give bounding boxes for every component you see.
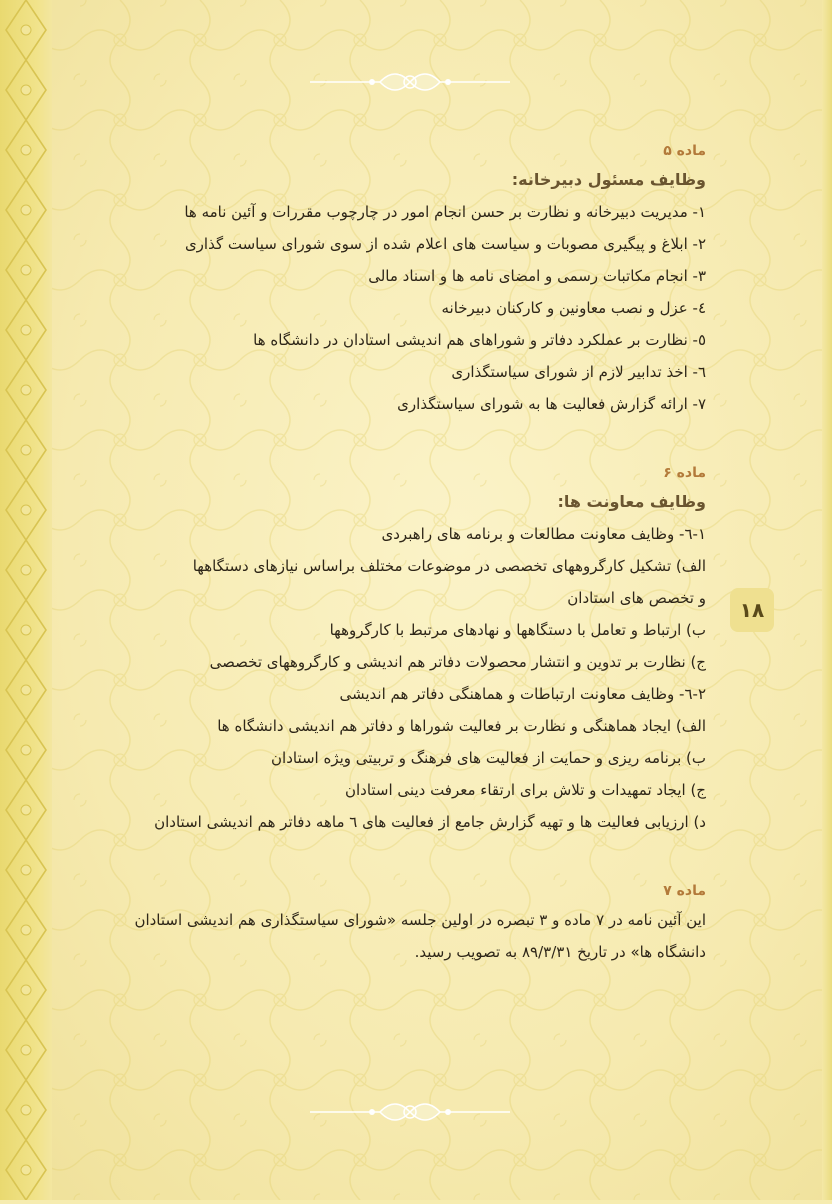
article-6-item: د) ارزیابی فعالیت ها و تهیه گزارش جامع از فعالیت های ٦ ماهه دفاتر هم اندیشی استادان [154,813,706,831]
page-number-tab: ۱۸ [730,588,774,632]
article-6-item: و تخصص های استادان [567,589,706,607]
article-7-text: این آئین نامه در ۷ ماده و ۳ تبصره در اولین جلسه «شورای سیاستگذاری هم اندیشی استادان دانشگاه ها» در تاریخ ۸۹/۳/۳۱ به تصویب رسید. [134,911,706,961]
article-6-item: ۲-٦- وظایف معاونت ارتباطات و هماهنگی دفاتر هم اندیشی [339,685,706,703]
article-5-item: ۱- مدیریت دبیرخانه و نظارت بر حسن انجام امور در چارچوب مقررات و آئین نامه ها [184,203,706,221]
article-6-title: ماده ۶ [663,465,706,481]
top-ornament-divider [310,62,510,102]
article-5-item: ٤- عزل و نصب معاونین و کارکنان دبیرخانه [441,299,706,317]
right-edge-band [822,0,832,1200]
article-6-item: ج) نظارت بر تدوین و انتشار محصولات دفاتر هم اندیشی و کارگروههای تخصصی [209,653,706,671]
article-6-item: الف) ایجاد هماهنگی و نظارت بر فعالیت شوراها و دفاتر هم اندیشی دانشگاه ها [217,717,706,735]
left-border-band [0,0,52,1200]
article-6-heading: وظایف معاونت ها: [557,492,706,511]
article-5-item: ٥- نظارت بر عملکرد دفاتر و شوراهای هم اندیشی استادان در دانشگاه ها [253,331,706,349]
article-5-item: ۳- انجام مکاتبات رسمی و امضای نامه ها و اسناد مالی [368,267,706,285]
article-6-item: ب) ارتباط و تعامل با دستگاهها و نهادهای مرتبط با کارگروهها [329,621,706,639]
left-border-pattern [0,0,52,1200]
article-5-heading: وظایف مسئول دبیرخانه: [511,170,706,189]
article-7 [118,878,706,968]
article-6-item: الف) تشکیل کارگروههای تخصصی در موضوعات مختلف براساس نیازهای دستگاهها [192,557,706,575]
article-5 [118,138,706,420]
spacer [118,420,706,460]
article-7-title: ماده ۷ [663,883,706,899]
article-5-title: ماده ۵ [663,143,706,159]
article-6-item: ب) برنامه ریزی و حمایت از فعالیت های فرهنگ و تربیتی ویژه استادان [271,749,706,767]
bottom-ornament-divider [310,1092,510,1132]
article-5-item: ۲- ابلاغ و پیگیری مصوبات و سیاست های اعلام شده از سوی شورای سیاست گذاری [184,235,706,253]
article-6-item: ۱-٦- وظایف معاونت مطالعات و برنامه های راهبردی [381,525,706,543]
article-6-item: ج) ایجاد تمهیدات و تلاش برای ارتقاء معرفت دینی استادان [344,781,706,799]
article-6 [118,460,706,838]
article-5-item: ۷- ارائه گزارش فعالیت ها به شورای سیاستگذاری [397,395,706,413]
spacer [118,838,706,878]
article-5-item: ٦- اخذ تدابیر لازم از شورای سیاستگذاری [451,363,706,381]
document-body [118,138,706,968]
